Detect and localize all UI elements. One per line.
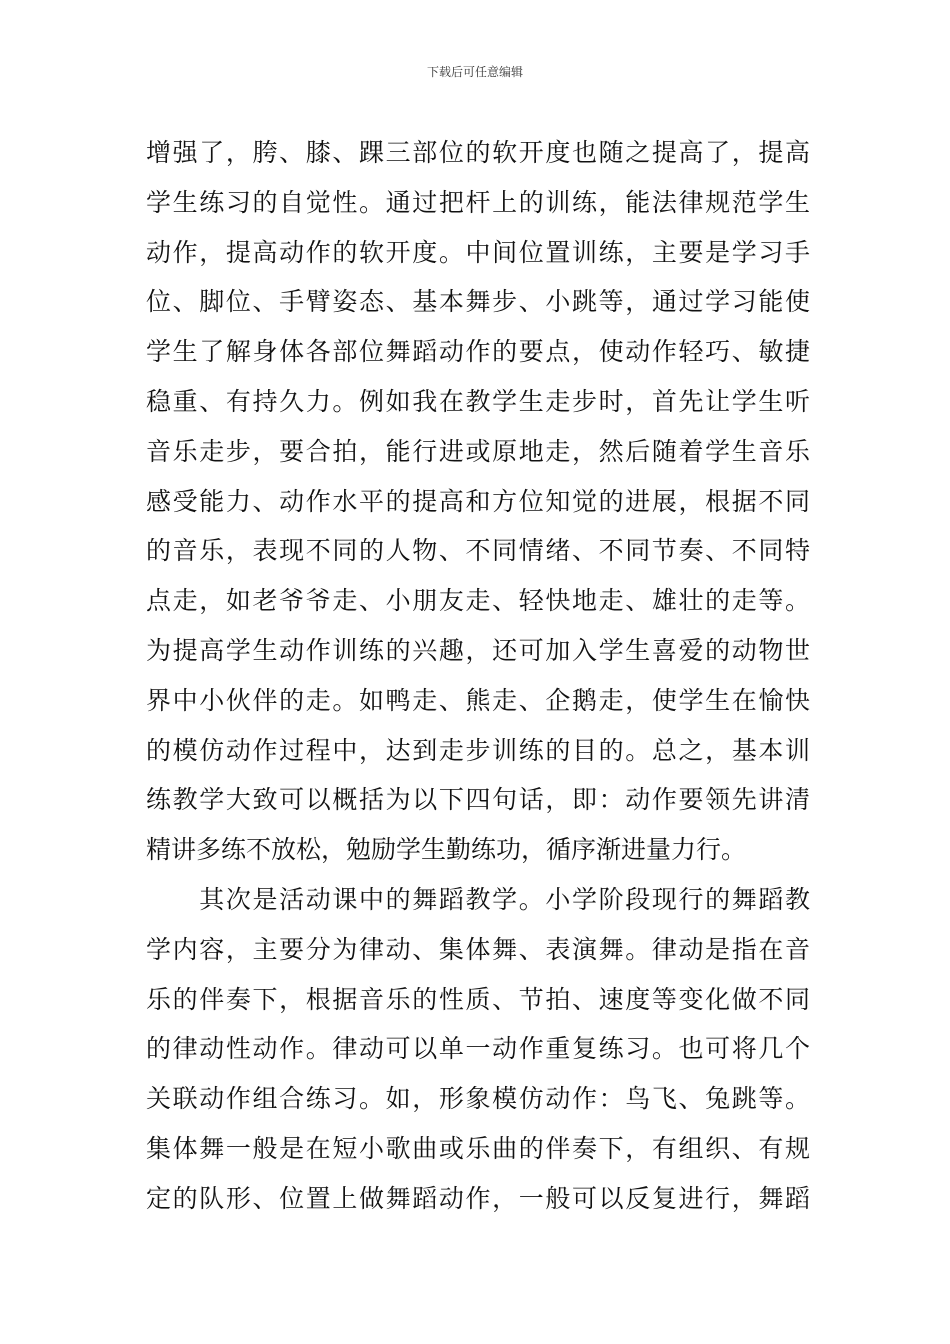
text-line: 学生了解身体各部位舞蹈动作的要点，使动作轻巧、敏捷	[146, 337, 810, 367]
text-line: 关联动作组合练习。如，形象模仿动作：鸟飞、兔跳等。	[146, 1084, 810, 1114]
text-line: 增强了，胯、膝、踝三部位的软开度也随之提高了，提高	[146, 138, 810, 167]
text-line: 精讲多练不放松，勉励学生勤练功，循序渐进量力行。	[146, 835, 747, 865]
text-line: 界中小伙伴的走。如鸭走、熊走、企鹅走，使学生在愉快	[146, 685, 810, 715]
text-line: 点走，如老爷爷走、小朋友走、轻快地走、雄壮的走等。	[146, 586, 810, 616]
text-line: 其次是活动课中的舞蹈教学。小学阶段现行的舞蹈教	[146, 884, 810, 914]
text-line: 乐的伴奏下，根据音乐的性质、节拍、速度等变化做不同	[146, 984, 810, 1014]
text-line: 定的队形、位置上做舞蹈动作，一般可以反复进行，舞蹈	[146, 1183, 810, 1213]
body-text	[146, 128, 810, 1224]
text-line: 学生练习的自觉性。通过把杆上的训练，能法律规范学生	[146, 187, 810, 217]
text-line: 感受能力、动作水平的提高和方位知觉的进展，根据不同	[146, 486, 810, 516]
text-line: 的模仿动作过程中，达到走步训练的目的。总之，基本训	[146, 735, 810, 765]
text-line: 音乐走步，要合拍，能行进或原地走，然后随着学生音乐	[146, 436, 810, 466]
text-line: 稳重、有持久力。例如我在教学生走步时，首先让学生听	[146, 386, 810, 416]
text-line: 学内容，主要分为律动、集体舞、表演舞。律动是指在音	[146, 934, 810, 964]
text-line: 的律动性动作。律动可以单一动作重复练习。也可将几个	[146, 1034, 810, 1064]
text-line: 为提高学生动作训练的兴趣，还可加入学生喜爱的动物世	[146, 635, 810, 665]
text-line: 位、脚位、手臂姿态、基本舞步、小跳等，通过学习能使	[146, 287, 810, 317]
text-line: 的音乐，表现不同的人物、不同情绪、不同节奏、不同特	[146, 536, 810, 566]
text-line: 练教学大致可以概括为以下四句话，即：动作要领先讲清	[146, 785, 810, 815]
page-header: 下载后可任意编辑	[426, 65, 523, 79]
text-line: 集体舞一般是在短小歌曲或乐曲的伴奏下，有组织、有规	[146, 1133, 810, 1163]
text-line: 动作，提高动作的软开度。中间位置训练，主要是学习手	[146, 237, 810, 267]
